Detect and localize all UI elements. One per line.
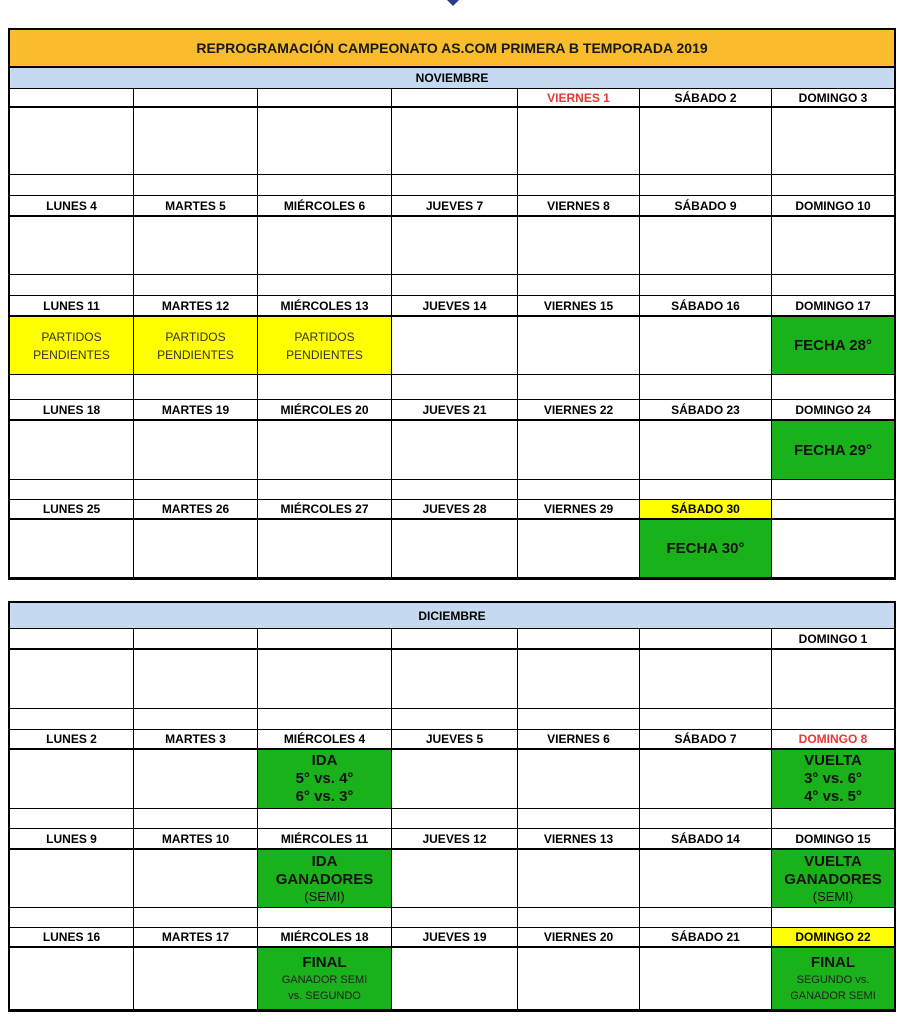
match-cell [772,948,894,1010]
day-header: VIERNES 6 [518,730,640,750]
day-header: JUEVES 14 [392,296,518,317]
calendar-title: REPROGRAMACIÓN CAMPEONATO AS.COM PRIMERA B TEMPORADA 2019 [10,30,894,68]
day-header: LUNES 16 [10,928,134,948]
day-cell [134,850,258,908]
cell-text: FECHA 29° [794,441,872,459]
day-cell [10,108,134,175]
cell-text: FINAL [302,953,347,971]
cell-text: VUELTA [804,852,862,870]
spacer-cell [134,709,258,730]
spacer-cell [258,275,392,296]
day-header [258,629,392,650]
day-header: JUEVES 7 [392,196,518,217]
match-cell [772,750,894,809]
day-cell [134,217,258,275]
month-header: DICIEMBRE [10,603,894,629]
spacer-cell [772,709,894,730]
day-header: MIÉRCOLES 27 [258,500,392,520]
day-cell [392,850,518,908]
cell-text: PENDIENTES [286,347,363,362]
cell-text: (SEMI) [812,888,854,904]
day-header: DOMINGO 15 [772,829,894,850]
logo-icon [443,0,463,8]
spacer-cell [392,480,518,500]
day-header: MARTES 10 [134,829,258,850]
day-cell [640,108,772,175]
day-cell [518,650,640,709]
spacer-cell [640,175,772,196]
spacer-cell [134,175,258,196]
day-cell [392,750,518,809]
day-cell [392,421,518,480]
day-cell [518,850,640,908]
spacer-cell [640,709,772,730]
day-header: MIÉRCOLES 4 [258,730,392,750]
day-header: LUNES 25 [10,500,134,520]
day-header: MARTES 3 [134,730,258,750]
spacer-cell [772,480,894,500]
cell-text: 4° vs. 5° [804,788,862,805]
day-cell [10,850,134,908]
day-header [134,629,258,650]
spacer-cell [258,908,392,928]
day-cell [772,108,894,175]
match-cell [772,421,894,480]
day-cell [134,650,258,709]
day-header [392,89,518,108]
day-header: MARTES 12 [134,296,258,317]
spacer-cell [518,908,640,928]
day-header: VIERNES 15 [518,296,640,317]
spacer-cell [10,275,134,296]
spacer-cell [640,375,772,400]
spacer-cell [518,809,640,829]
spacer-cell [392,809,518,829]
cell-text: FECHA 30° [666,540,745,557]
day-header: MARTES 17 [134,928,258,948]
spacer-cell [640,908,772,928]
spacer-cell [518,375,640,400]
spacer-cell [258,709,392,730]
spacer-cell [772,908,894,928]
day-header [258,89,392,108]
cell-text: IDA [311,752,338,769]
day-cell [518,317,640,375]
day-cell [518,750,640,809]
cell-text: PENDIENTES [33,347,110,362]
match-cell [772,850,894,908]
spacer-cell [134,480,258,500]
day-header: MIÉRCOLES 11 [258,829,392,850]
day-cell [518,421,640,480]
day-cell [392,650,518,709]
day-cell [392,520,518,578]
day-header [134,89,258,108]
spacer-cell [640,480,772,500]
spacer-cell [392,375,518,400]
spacer-cell [10,480,134,500]
day-cell [518,108,640,175]
spacer-cell [772,175,894,196]
day-header: MIÉRCOLES 18 [258,928,392,948]
day-cell [10,520,134,578]
spacer-cell [10,709,134,730]
spacer-cell [518,709,640,730]
spacer-cell [258,480,392,500]
day-header: LUNES 9 [10,829,134,850]
cell-text: (SEMI) [304,888,345,904]
day-header: JUEVES 5 [392,730,518,750]
cell-text: GANADOR SEMI [790,989,876,1002]
day-header: JUEVES 28 [392,500,518,520]
december-calendar [8,601,896,1012]
day-cell [640,650,772,709]
day-cell [258,217,392,275]
spacer-cell [772,809,894,829]
day-cell [640,948,772,1010]
day-cell [640,317,772,375]
spacer-cell [134,275,258,296]
spacer-cell [518,275,640,296]
day-header: JUEVES 19 [392,928,518,948]
spacer-cell [392,709,518,730]
match-cell [772,317,894,375]
cell-text: PARTIDOS [41,329,102,344]
spacer-cell [518,480,640,500]
day-header: MARTES 26 [134,500,258,520]
day-cell [10,948,134,1010]
cell-text: GANADORES [784,870,882,888]
day-header: LUNES 2 [10,730,134,750]
day-header: DOMINGO 17 [772,296,894,317]
day-cell [518,217,640,275]
day-cell [258,108,392,175]
day-header: MIÉRCOLES 6 [258,196,392,217]
day-header: SÁBADO 16 [640,296,772,317]
day-header: LUNES 11 [10,296,134,317]
day-header: MIÉRCOLES 20 [258,400,392,421]
cell-text: GANADORES [275,870,374,888]
day-header [518,629,640,650]
spacer-cell [392,908,518,928]
day-header [10,629,134,650]
match-cell [258,750,392,809]
spacer-cell [392,275,518,296]
day-header [772,500,894,520]
day-header: VIERNES 13 [518,829,640,850]
cell-text: FECHA 28° [794,337,872,354]
day-cell [392,217,518,275]
day-header: SÁBADO 30 [640,500,772,520]
day-header: SÁBADO 2 [640,89,772,108]
day-header: LUNES 4 [10,196,134,217]
spacer-cell [258,809,392,829]
day-header: DOMINGO 1 [772,629,894,650]
day-cell [392,948,518,1010]
spacer-cell [772,275,894,296]
spacer-cell [640,275,772,296]
spacer-cell [640,809,772,829]
day-cell [640,850,772,908]
spacer-cell [258,175,392,196]
match-cell [258,850,392,908]
spacer-cell [518,175,640,196]
cell-text: 6° vs. 3° [295,788,354,805]
day-cell [134,108,258,175]
day-cell [640,750,772,809]
cell-text: SEGUNDO vs. [796,973,870,986]
day-cell [640,421,772,480]
day-header [640,629,772,650]
day-cell [10,421,134,480]
day-cell [258,650,392,709]
day-header: DOMINGO 22 [772,928,894,948]
cell-text: PARTIDOS [294,329,355,344]
november-calendar [8,28,896,580]
cell-text: VUELTA [804,752,862,769]
day-header: JUEVES 21 [392,400,518,421]
cell-text: vs. SEGUNDO [288,989,361,1002]
spacer-cell [772,375,894,400]
month-header: NOVIEMBRE [10,68,894,89]
cell-text: 3° vs. 6° [804,770,862,787]
cell-text: FINAL [810,953,856,971]
cell-text: 5° vs. 4° [295,770,354,787]
day-cell [10,650,134,709]
day-header: DOMINGO 3 [772,89,894,108]
day-header: VIERNES 29 [518,500,640,520]
day-cell [772,520,894,578]
day-header: DOMINGO 24 [772,400,894,421]
day-header [10,89,134,108]
day-header: SÁBADO 21 [640,928,772,948]
cell-text: PARTIDOS [165,329,226,344]
day-cell [134,750,258,809]
spacer-cell [134,375,258,400]
day-cell [392,108,518,175]
day-cell [134,520,258,578]
day-header: VIERNES 22 [518,400,640,421]
day-header: SÁBADO 14 [640,829,772,850]
day-header: DOMINGO 10 [772,196,894,217]
spacer-cell [392,175,518,196]
day-header: DOMINGO 8 [772,730,894,750]
spacer-cell [134,908,258,928]
day-header: VIERNES 8 [518,196,640,217]
match-cell [640,520,772,578]
match-cell [258,948,392,1010]
pending-matches-cell [10,317,134,375]
day-cell [772,217,894,275]
day-cell [10,217,134,275]
day-cell [772,650,894,709]
spacer-cell [10,175,134,196]
day-cell [258,421,392,480]
day-header: JUEVES 12 [392,829,518,850]
day-header: LUNES 18 [10,400,134,421]
day-header: SÁBADO 7 [640,730,772,750]
cell-text: IDA [311,852,338,870]
day-header: MARTES 19 [134,400,258,421]
day-header: VIERNES 1 [518,89,640,108]
day-cell [134,421,258,480]
pending-matches-cell [134,317,258,375]
spacer-cell [10,375,134,400]
day-cell [258,520,392,578]
spacer-cell [134,809,258,829]
pending-matches-cell [258,317,392,375]
day-header [392,629,518,650]
day-header: MIÉRCOLES 13 [258,296,392,317]
spacer-cell [258,375,392,400]
day-cell [518,520,640,578]
day-cell [10,750,134,809]
day-cell [134,948,258,1010]
day-header: SÁBADO 9 [640,196,772,217]
spacer-cell [10,908,134,928]
day-cell [392,317,518,375]
day-cell [518,948,640,1010]
cell-text: PENDIENTES [157,347,234,362]
day-cell [640,217,772,275]
day-header: VIERNES 20 [518,928,640,948]
day-header: SÁBADO 23 [640,400,772,421]
day-header: MARTES 5 [134,196,258,217]
spacer-cell [10,809,134,829]
cell-text: GANADOR SEMI [281,973,368,986]
